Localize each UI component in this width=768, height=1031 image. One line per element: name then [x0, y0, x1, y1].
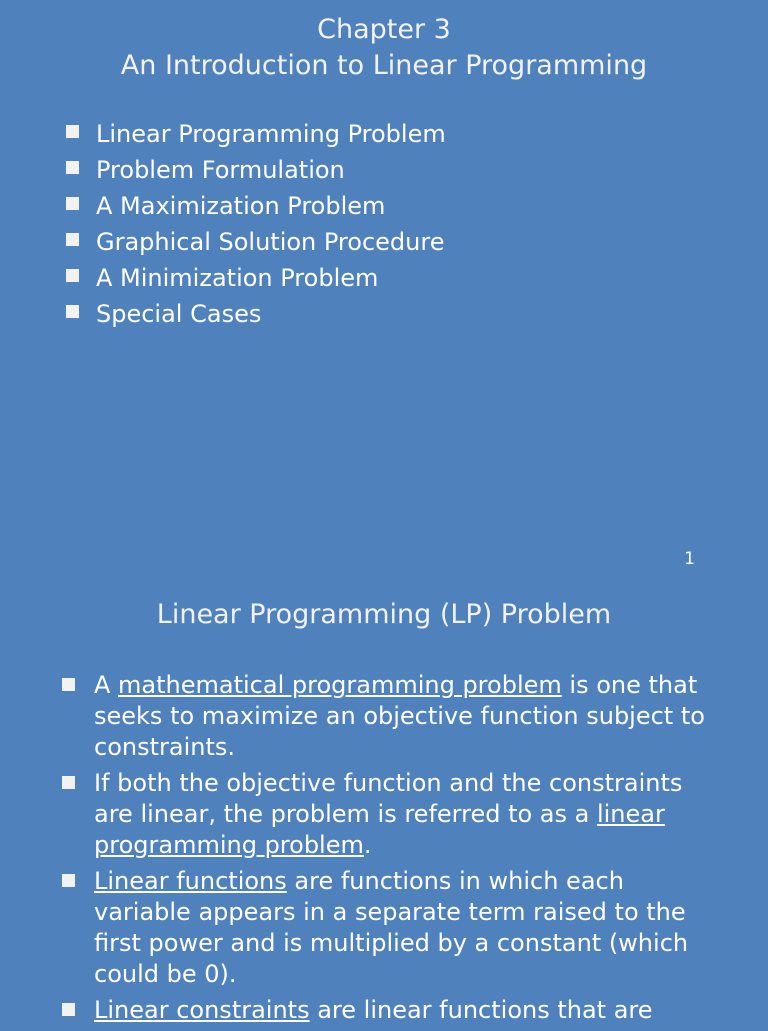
term-linear-programming-problem: linear programming problem	[94, 800, 665, 859]
square-bullet-icon	[66, 161, 79, 174]
list-item	[62, 995, 714, 1026]
list-item-text: Graphical Solution Procedure	[96, 228, 445, 256]
term-mathematical-programming-problem: mathematical programming problem	[118, 671, 562, 699]
chapter-label: Chapter 3	[317, 14, 451, 45]
chapter-topics-list	[66, 116, 726, 332]
term-linear-functions: Linear functions	[94, 867, 287, 895]
square-bullet-icon	[66, 305, 79, 318]
slide-1-title	[0, 12, 768, 84]
square-bullet-icon	[66, 125, 79, 138]
list-item	[66, 296, 726, 332]
list-item	[66, 188, 726, 224]
list-item	[66, 116, 726, 152]
text-segment: If both the objective function and the constraints are linear, the problem is referred to as a	[94, 769, 683, 828]
text-segment: .	[363, 831, 372, 859]
list-item-text: Problem Formulation	[96, 156, 345, 184]
slide-2	[0, 580, 768, 1024]
list-item-text: Special Cases	[96, 300, 262, 328]
square-bullet-icon	[66, 233, 79, 246]
square-bullet-icon	[62, 1003, 75, 1016]
list-item	[62, 768, 714, 861]
term-linear-constraints: Linear constraints	[94, 996, 310, 1024]
square-bullet-icon	[66, 269, 79, 282]
square-bullet-icon	[62, 874, 75, 887]
text-segment: are linear functions that are	[309, 996, 653, 1024]
list-item-text: Linear Programming Problem	[96, 120, 446, 148]
slide-2-title: Linear Programming (LP) Problem	[156, 599, 612, 630]
page-number: 1	[684, 549, 695, 569]
text-segment: are functions in which each variable appears in a separate term raised to the first power and is multiplied by a constant (which could be 0).	[94, 867, 689, 988]
square-bullet-icon	[62, 776, 75, 789]
square-bullet-icon	[66, 197, 79, 210]
list-item-text: A Maximization Problem	[96, 192, 386, 220]
list-item	[66, 260, 726, 296]
lp-definition-list	[62, 670, 722, 1031]
square-bullet-icon	[62, 678, 75, 691]
chapter-title: An Introduction to Linear Programming	[120, 50, 648, 81]
list-item	[62, 866, 714, 990]
text-segment: is one that seeks to maximize an objective function subject to constraints.	[94, 671, 705, 761]
list-item	[66, 152, 726, 188]
list-item-text: A Minimization Problem	[96, 264, 379, 292]
list-item	[62, 670, 714, 763]
text-segment: A	[94, 671, 119, 699]
list-item	[66, 224, 726, 260]
